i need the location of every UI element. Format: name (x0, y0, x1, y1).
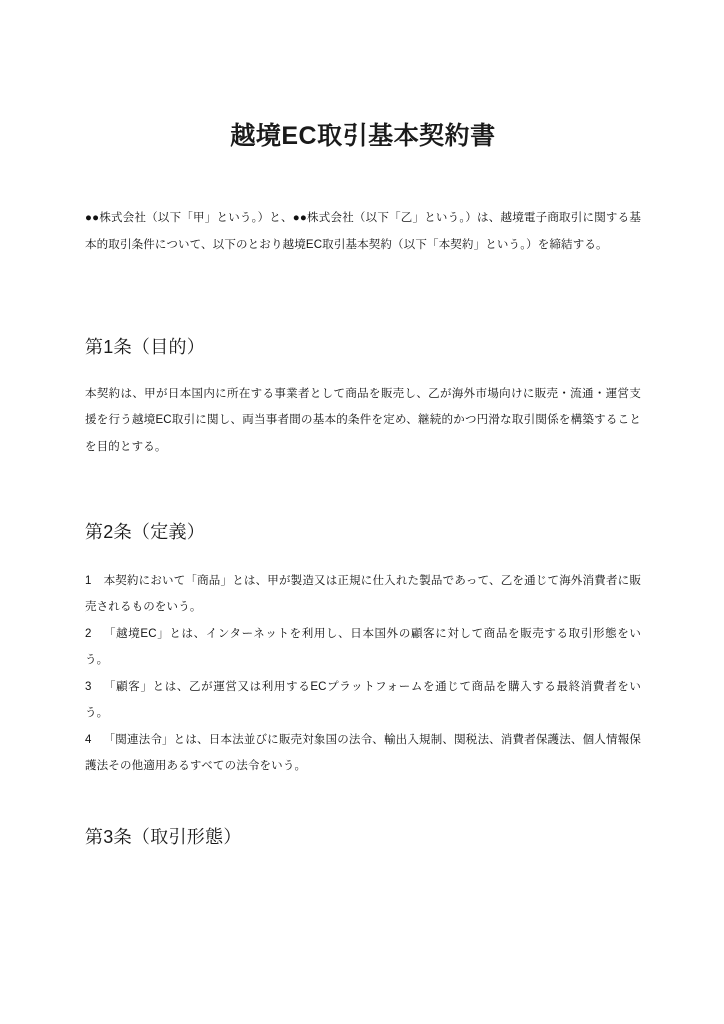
article-1-heading: 第1条（目的） (85, 337, 206, 357)
list-item (85, 727, 641, 780)
article-2-item-list (85, 568, 641, 780)
list-item-text: 「関連法令」とは、日本法並びに販売対象国の法令、輸出入規制、関税法、消費者保護法、個人情報保護法その他適用あるすべての法令をいう。 (85, 733, 641, 772)
list-item (85, 674, 641, 727)
article-1-section (85, 336, 641, 460)
article-2-heading: 第2条（定義） (85, 522, 206, 542)
list-item-number: 2 (85, 627, 92, 640)
list-item-number: 1 (85, 574, 92, 587)
page-title: 越境EC取引基本契約書 (230, 122, 496, 150)
list-item-text: 「顧客」とは、乙が運営又は利用するECプラットフォームを通じて商品を購入する最終消費者をいう。 (85, 680, 641, 719)
article-1-body: 本契約は、甲が日本国内に所在する事業者として商品を販売し、乙が海外市場向けに販売・流通・運営支援を行う越境EC取引に関し、両当事者間の基本的条件を定め、継続的かつ円滑な取引関係を構築することを目的とする。 (85, 387, 641, 453)
preamble-paragraph: ●●株式会社（以下「甲」という。）と、●●株式会社（以下「乙」という。）は、越境電子商取引に関する基本的取引条件について、以下のとおり越境EC取引基本契約（以下「本契約」という。）を締結する。 (85, 212, 641, 251)
article-2-section (85, 521, 641, 780)
article-3-heading: 第3条（取引形態） (85, 827, 242, 847)
list-item-text: 「越境EC」とは、インターネットを利用し、日本国外の顧客に対して商品を販売する取引形態をいう。 (85, 627, 641, 666)
list-item-number: 3 (85, 680, 92, 693)
list-item-text: 本契約において「商品」とは、甲が製造又は正規に仕入れた製品であって、乙を通じて海外消費者に販売されるものをいう。 (85, 574, 641, 613)
article-3-section (85, 826, 641, 849)
list-item-number: 4 (85, 733, 92, 746)
list-item (85, 621, 641, 674)
preamble-section (85, 205, 641, 258)
list-item (85, 568, 641, 621)
